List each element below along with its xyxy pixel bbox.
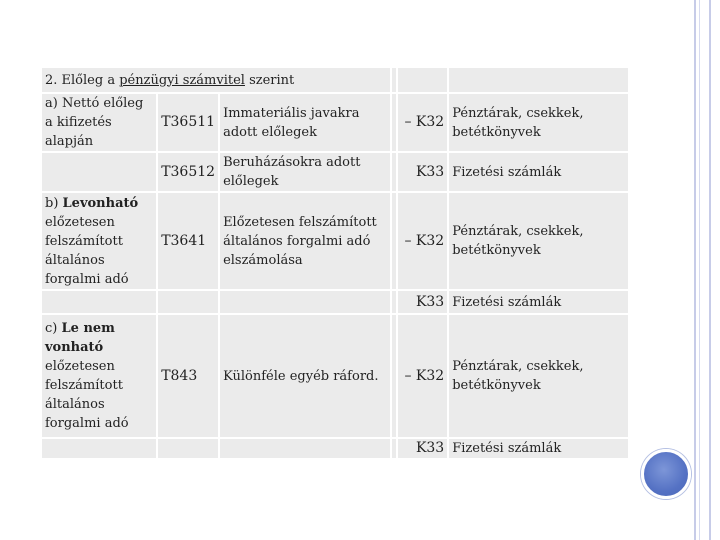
row-label-prefix: c) [45,321,62,336]
title-suffix: szerint [244,72,295,88]
empty-cell [220,439,390,458]
table-row [42,94,628,151]
debit-account-name: Különféle egyéb ráford. [220,315,390,437]
table-row [42,315,628,437]
row-label-rest: előzetesen felszámított általános forgalmi adó [45,214,129,287]
credit-code: – K32 [398,94,447,151]
credit-account-name: Pénztárak, csekkek, betétkönyvek [449,94,628,151]
empty-cell [220,291,390,313]
separator-cell [392,315,396,437]
separator-cell [392,291,396,313]
title-underlined: pénzügyi számvitel [119,72,245,88]
table-row [42,193,628,289]
debit-account-name: Immateriális javakra adott előlegek [220,94,390,151]
credit-account-name: Fizetési számlák [449,153,628,191]
debit-code: T36512 [158,153,218,191]
credit-code: K33 [398,153,447,191]
empty-cell [42,291,156,313]
debit-code: T3641 [158,193,218,289]
frame-line-outer [694,0,696,540]
debit-code: T36511 [158,94,218,151]
empty-cell [158,439,218,458]
empty-cell [158,291,218,313]
separator-cell [392,68,396,92]
row-label [42,153,156,191]
credit-code: K33 [398,291,447,313]
credit-code: K33 [398,439,447,458]
accounting-table [40,66,630,460]
debit-account-name: Beruházásokra adott előlegek [220,153,390,191]
separator-cell [392,439,396,458]
row-label-bold: Levonható [62,195,139,211]
credit-code: – K32 [398,315,447,437]
table-row [42,439,628,458]
separator-cell [392,94,396,151]
credit-account-name: Fizetési számlák [449,291,628,313]
row-label: a) Nettó előleg a kifizetés alapján [42,94,156,151]
row-label-prefix: b) [45,195,63,211]
frame-line-middle [699,0,700,540]
separator-cell [392,193,396,289]
table-title [42,68,390,92]
credit-account-name: Pénztárak, csekkek, betétkönyvek [449,315,628,437]
table-heading-row [42,68,628,92]
empty-cell [398,68,447,92]
table-row [42,153,628,191]
frame-line-inner [709,0,711,540]
title-prefix: 2. Előleg a [45,72,120,88]
debit-account-name: Előzetesen felszámított általános forgalmi adó elszámolása [220,193,390,289]
debit-code: T843 [158,315,218,437]
empty-cell [449,68,628,92]
row-label-rest: előzetesen felszámított általános forgalmi adó [45,359,129,431]
table-row [42,291,628,313]
separator-cell [392,153,396,191]
decorative-circle [641,449,691,499]
row-label-bold: Le nem vonható [45,321,115,355]
empty-cell [42,439,156,458]
credit-account-name: Fizetési számlák [449,439,628,458]
row-label [42,193,156,289]
credit-code: – K32 [398,193,447,289]
row-label [42,315,156,437]
credit-account-name: Pénztárak, csekkek, betétkönyvek [449,193,628,289]
